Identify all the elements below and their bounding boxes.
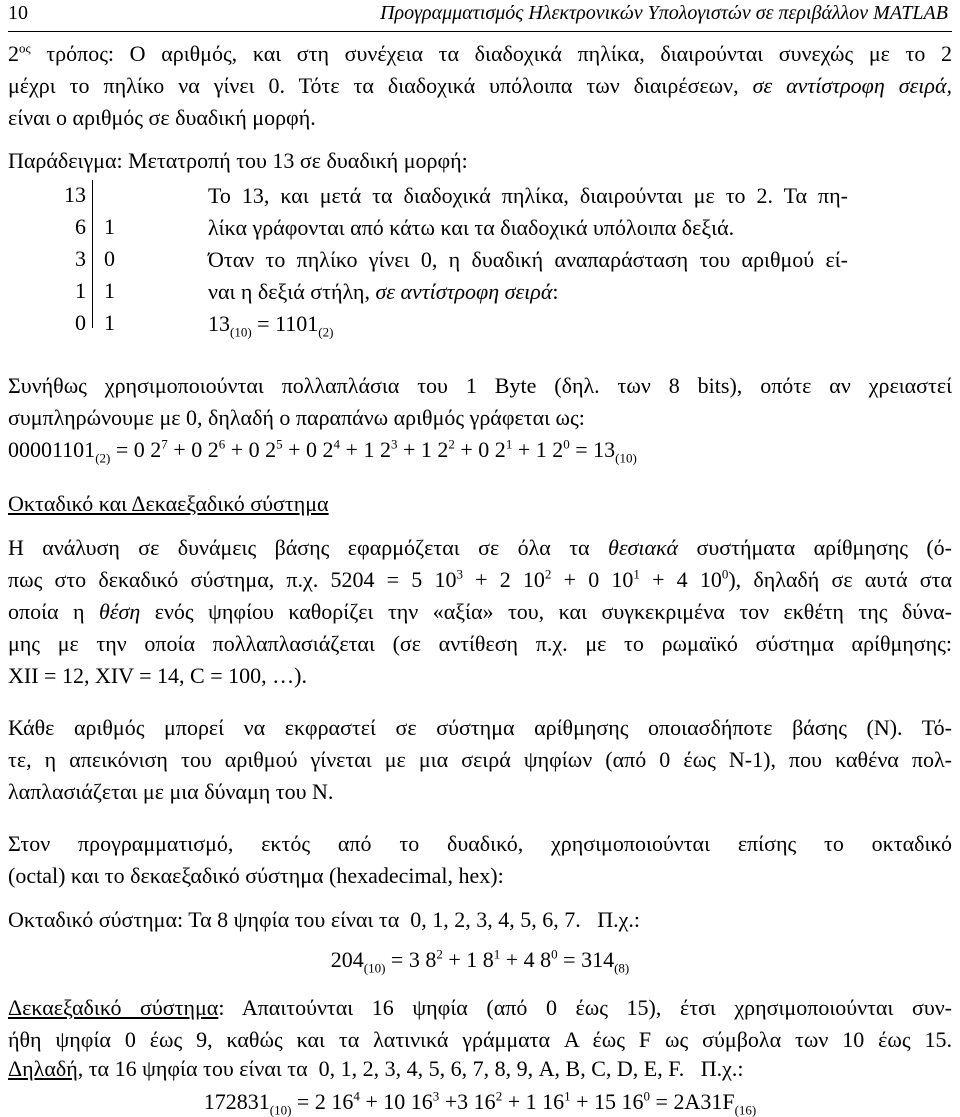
octal-formula: $204_{(10)} = 3$ $8^2 + 1$ $8^1 + 4$ $8^0 = 314_{(8)}$ <box>330 946 630 976</box>
hex-line3: Δηλαδή, τα 16 ψηφία του είναι τα 0, 1, 2, 3, 4, 5, 6, 7, 8, 9, A, B, C, D, E, F. Π.χ.: <box>8 1056 744 1081</box>
dividend: 6 <box>75 214 86 239</box>
method2-line2: μέχρι το πηλίκο να γίνει 0. Τότε τα διαδοχικά υπόλοιπα των διαιρέσεων, σε αντίστροφη σειρά, <box>8 73 952 98</box>
explanation-line: Το 13, και μετά τα διαδοχικά πηλίκα, διαιρούνται με το 2. Τα πη- <box>208 183 848 208</box>
method2-line3: είναι ο αριθμός σε δυαδική μορφή. <box>8 105 316 130</box>
remainder: 1 <box>104 310 115 335</box>
powers-line3: οποία η θέση ενός ψηφίου καθορίζει την «αξία» του, και συγκεκριμένα τον εκθέτη της δύνα- <box>8 599 952 624</box>
prog-line2: (octal) και το δεκαεξαδικό σύστημα (hexadecimal, hex): <box>8 863 504 888</box>
method2-line1: $2^{o\varsigma}$ τρόπος: Ο αριθμός, και στη συνέχεια τα διαδοχικά πηλίκα, διαιρούνται συνεχώς με το 2 <box>8 40 953 66</box>
prog-line1: Στον προγραμματισμό, εκτός από το δυαδικό, χρησιμοποιούνται επίσης το οκταδικό <box>8 831 952 856</box>
hex-line1: Δεκαεξαδικό σύστημα: Απαιτούνται 16 ψηφία (από 0 έως 15), έτσι χρησιμοποιούνται συν- <box>8 995 952 1020</box>
byte-formula: $00001101_{(2)} = 0$ $2^7 + 0$ $2^6 + 0$ $2^5 + 0$ $2^4 + 1$ $2^3 + 1$ $2^2 + 0$ $2^1 + 1$ $2^0 = 13_{(10)}$ <box>8 436 637 466</box>
explanation-line: ναι η δεξιά στήλη, σε αντίστροφη σειρά: <box>208 279 559 304</box>
header-rule <box>8 31 952 32</box>
remainder: 0 <box>104 246 115 271</box>
base-line3: λαπλασιάζεται με μια δύναμη του N. <box>8 779 334 804</box>
remainder: 1 <box>104 214 115 239</box>
explanation-line: Όταν το πηλίκο γίνει 0, η δυαδική αναπαράσταση του αριθμού εί- <box>208 247 848 272</box>
dividend: 3 <box>75 246 86 271</box>
division-explanation <box>208 180 848 340</box>
hex-line2: ήθη ψηφία 0 έως 9, καθώς και τα λατινικά γράμματα A έως F ως σύμβολα των 10 έως 15. <box>8 1027 952 1052</box>
base-line2: τε, η απεικόνιση του αριθμού γίνεται με μια σειρά ψηφίων (από 0 έως N-1), που καθένα πολ- <box>8 747 952 772</box>
division-bar <box>92 180 93 328</box>
explanation-line: λίκα γράφονται από κάτω και τα διαδοχικά υπόλοιπα δεξιά. <box>208 215 735 240</box>
explanation-result: $13_{(10)} = 1101_{(2)}$ <box>208 311 334 340</box>
powers-line5: XII = 12, XIV = 14, C = 100, …). <box>8 663 307 688</box>
powers-line1: Η ανάλυση σε δυνάμεις βάσης εφαρμόζεται σε όλα τα θεσιακά συστήματα αρίθμησης (ό- <box>8 535 953 560</box>
dividend: 13 <box>64 182 86 207</box>
dividend: 0 <box>75 310 86 335</box>
dividend: 1 <box>75 278 86 303</box>
base-line1: Κάθε αριθμός μπορεί να εκφραστεί σε σύστημα αρίθμησης οποιασδήποτε βάσης (N). Τό- <box>8 715 952 740</box>
remainder: 1 <box>104 278 115 303</box>
page-number: 10 <box>8 2 28 24</box>
section-heading: Οκταδικό και Δεκαεξαδικό σύστημα <box>8 491 329 516</box>
running-title: Προγραμματισμός Ηλεκτρονικών Υπολογιστών σε περιβάλλον MATLAB <box>380 2 948 24</box>
byte-line2: συμπληρώνουμε με 0, δηλαδή ο παραπάνω αριθμός γράφεται ως: <box>8 405 585 430</box>
octal-line: Οκταδικό σύστημα: Τα 8 ψηφία του είναι τα 0, 1, 2, 3, 4, 5, 6, 7. Π.χ.: <box>8 907 641 932</box>
powers-line4: μης με την οποία πολλαπλασιάζεται (σε αντίθεση π.χ. με το ρωμαϊκό σύστημα αρίθμησης: <box>8 631 952 656</box>
byte-line1: Συνήθως χρησιμοποιούνται πολλαπλάσια του 1 Byte (δηλ. των 8 bits), οπότε αν χρειαστεί <box>8 373 952 398</box>
division-table <box>40 180 120 335</box>
hex-formula: $172831_{(10)} = 2$ $16^4 + 10$ $16^3 +3$ $16^2 + 1$ $16^1 + 15$ $16^0 = 2A31F_{(16)}$ <box>203 1088 757 1117</box>
powers-line2: πως στο δεκαδικό σύστημα, π.χ. 5204 = 5 $10^3 + 2$ $10^2 + 0$ $10^1 + 4$ $10^0$), δηλαδή σε αυτά στα <box>8 566 952 592</box>
example-heading: Παράδειγμα: Μετατροπή του 13 σε δυαδική μορφή: <box>8 148 468 173</box>
